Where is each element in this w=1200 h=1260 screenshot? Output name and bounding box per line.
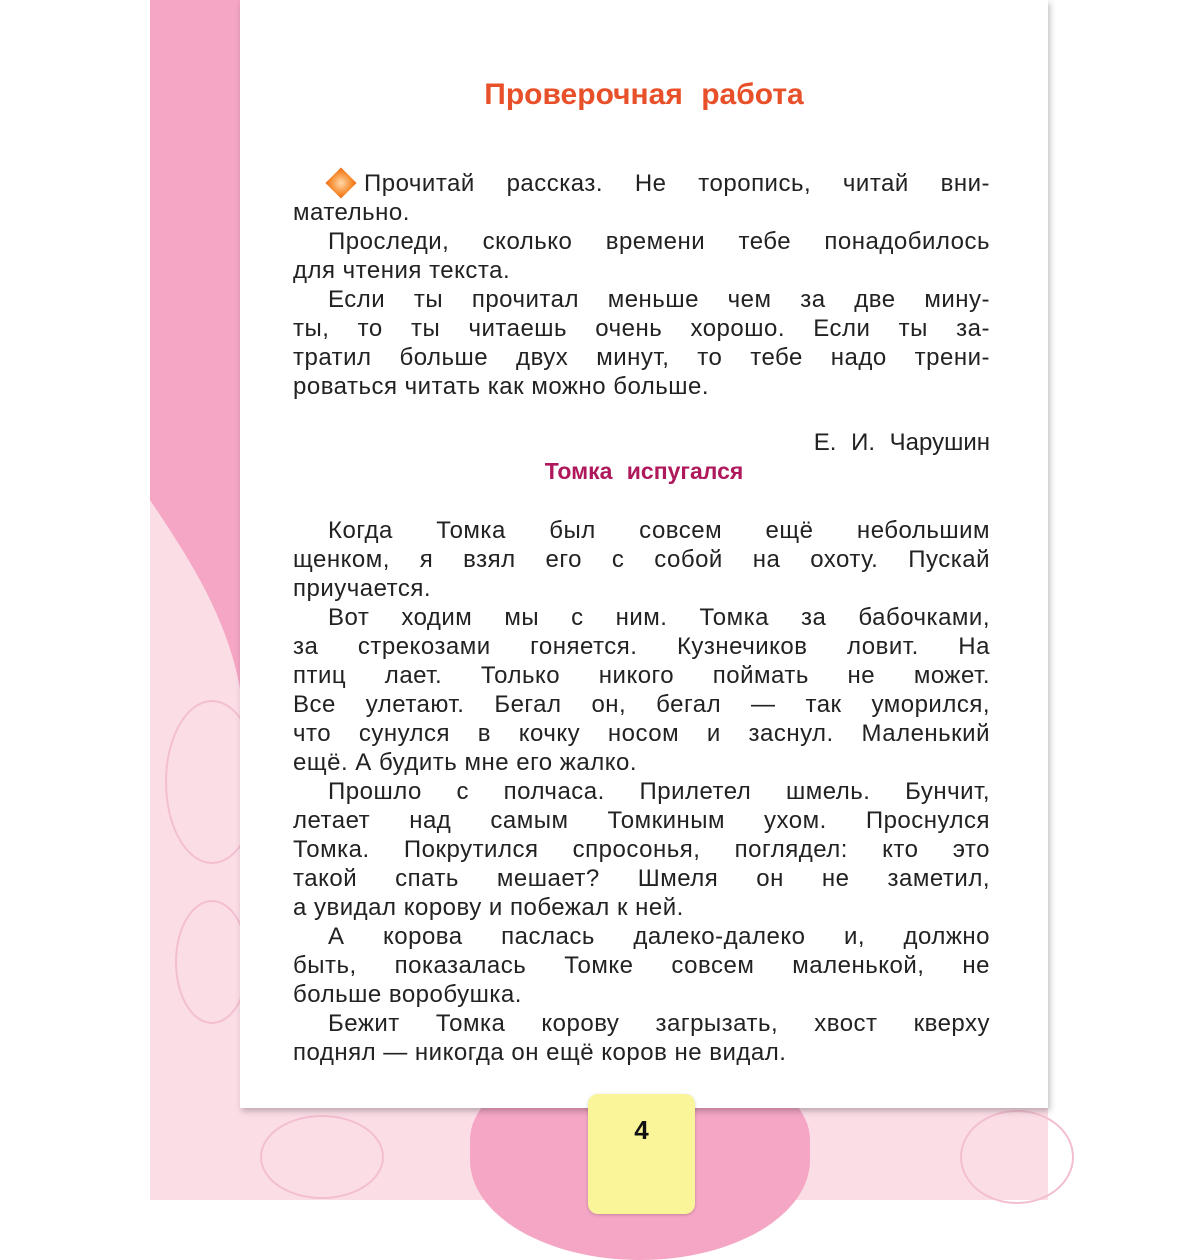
instructions [293,169,990,401]
text-line-content: мательно. [293,199,410,226]
text-line-content: Если ты прочитал меньше чем за две мину- [328,286,990,313]
story-text [293,516,990,1067]
story-title: Томка испугался [544,458,744,484]
text-line [293,1009,990,1038]
text-line [293,256,990,285]
text-line [293,545,990,574]
author: Е. И. Чарушин [813,429,990,456]
text-line [293,951,990,980]
text-line-content: щенком, я взял его с собой на охоту. Пускай [293,546,990,573]
text-line-content: что сунулся в кочку носом и заснул. Маленький [293,720,990,747]
text-line [293,198,990,227]
text-line-content: роваться читать как можно больше. [293,373,710,400]
text-line-content: поднял — никогда он ещё коров не видал. [293,1039,787,1066]
text-line-content: приучается. [293,575,432,602]
text-line [293,864,990,893]
text-line-content: такой спать мешает? Шмеля он не заметил, [293,865,990,892]
text-line-content: А корова паслась далеко-далеко и, должно [328,923,990,950]
text-line [293,690,990,719]
text-line-content: ещё. А будить мне его жалко. [293,749,637,776]
text-line [293,748,990,777]
text-line [293,661,990,690]
text-line [293,777,990,806]
text-line-content: больше воробушка. [293,981,522,1008]
page-title: Проверочная работа [484,78,804,111]
text-line [293,343,990,372]
ornament-swirl [260,1115,384,1199]
text-line [293,372,990,401]
text-line-content: а увидал корову и побежал к ней. [293,894,684,921]
text-line-content: птиц лает. Только никого поймать не может. [293,662,990,689]
text-line [293,922,990,951]
text-line [293,719,990,748]
text-line [293,603,990,632]
text-line-content: за стрекозами гоняется. Кузнечиков ловит. На [293,633,990,660]
text-line [293,314,990,343]
text-line-content: Проследи, сколько времени тебе понадобилось [328,228,990,255]
text-line-content: быть, показалась Томке совсем маленькой, не [293,952,990,979]
text-line-content: Бежит Томка корову загрызать, хвост кверху [328,1010,990,1037]
text-line [293,285,990,314]
page-number: 4 [588,1094,695,1214]
text-line-content: тратил больше двух минут, то тебе надо трени- [293,344,990,371]
text-line-content: Вот ходим мы с ним. Томка за бабочками, [328,604,990,631]
text-line-content: для чтения текста. [293,257,511,284]
text-line-content: Прошло с полчаса. Прилетел шмель. Бунчит, [328,778,990,805]
text-line [293,574,990,603]
text-line [293,806,990,835]
text-line [293,516,990,545]
text-line [293,835,990,864]
text-line [293,893,990,922]
text-line [293,1038,990,1067]
ornament-swirl [960,1110,1074,1204]
text-line [293,980,990,1009]
text-line [293,632,990,661]
text-line-content: ты, то ты читаешь очень хорошо. Если ты за- [293,315,990,342]
text-line-content: Все улетают. Бегал он, бегал — так уморился, [293,691,990,718]
text-line [293,227,990,256]
text-line-content: Когда Томка был совсем ещё небольшим [328,517,990,544]
ornament-swirl [175,900,249,1024]
text-line-content: Томка. Покрутился спросонья, поглядел: кто это [293,836,990,863]
text-line [293,169,990,198]
text-line-content: летает над самым Томкиным ухом. Проснулся [293,807,990,834]
diamond-bullet-icon [325,167,356,198]
text-line-content: Прочитай рассказ. Не торопись, читай вни- [364,170,990,197]
